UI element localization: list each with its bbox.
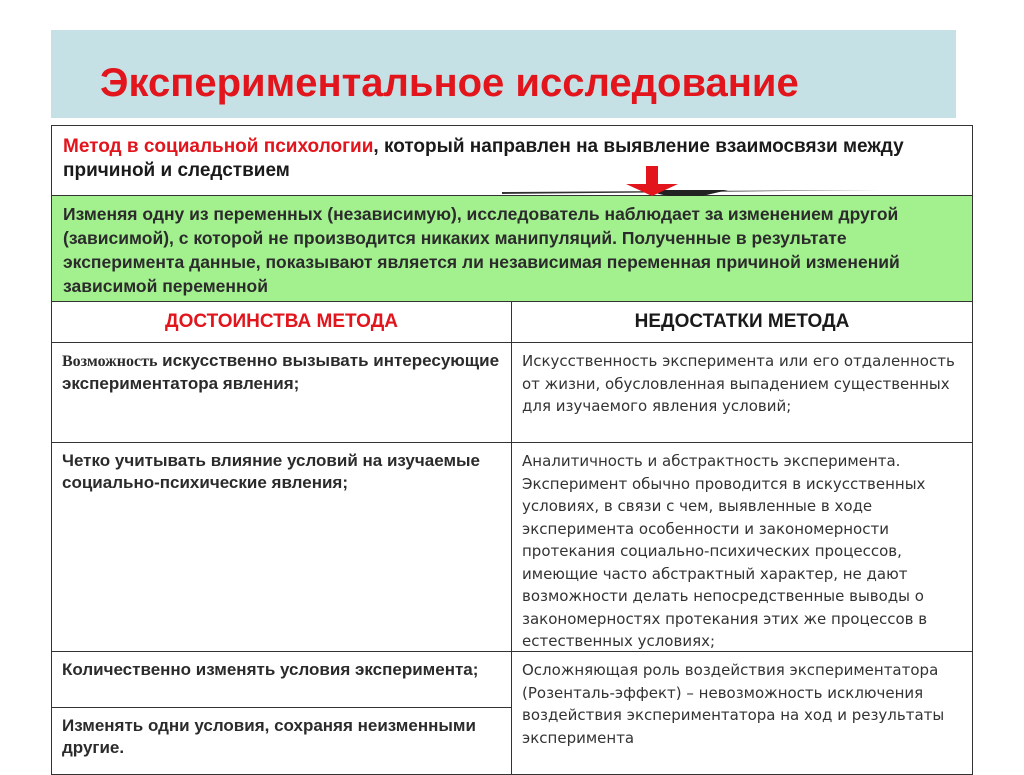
page-title: Экспериментальное исследование: [100, 61, 799, 105]
advantage-item: [52, 652, 512, 708]
advantage-text: Изменять одни условия, сохраняя неизменными другие.: [62, 716, 476, 757]
disadvantages-header: НЕДОСТАТКИ МЕТОДА: [512, 302, 972, 343]
definition-highlight: Метод в социальной психологии: [63, 136, 374, 157]
description-text: Изменяя одну из переменных (независимую), исследователь наблюдает за изменением другой (зависимой), с которой не производится никаких манипуляций. Полученные в результате эксперимента данные, показывают является ли независимая переменная причиной изменений зависимой переменной: [63, 204, 900, 296]
definition-row: [52, 126, 972, 196]
advantage-lead: Возможность: [62, 353, 158, 370]
disadvantage-item: Искусственность эксперимента или его отдаленность от жизни, обусловленная выпадением существенных для изучаемого явления условий;: [512, 343, 972, 443]
advantage-item: [52, 443, 512, 652]
method-table: [51, 125, 973, 775]
advantage-text: Четко учитывать влияние условий на изучаемые социально-психические явления;: [62, 451, 480, 492]
definition-rest: , который направлен на выявление взаимосвязи между причиной и следствием: [63, 136, 904, 181]
disadvantage-item: Аналитичность и абстрактность эксперимента. Эксперимент обычно проводится в искусственных условиях, в связи с чем, выявленные в ходе эксперимента особенности и закономерности протекания социально-психических процессов, имеющие часто абстрактный характер, не дают возможности делать непосредственные выводы о закономерностях протекания этих же процессов в естественных условиях;: [512, 443, 972, 652]
advantage-item: [52, 343, 512, 443]
disadvantage-item: Осложняющая роль воздействия экспериментатора (Розенталь-эффект) – невозможность исключения воздействия экспериментатора на ход и результаты эксперимента: [522, 661, 945, 747]
advantage-text: Количественно изменять условия эксперимента;: [62, 660, 479, 679]
description-row: [52, 196, 972, 302]
advantages-header: ДОСТОИНСТВА МЕТОДА: [52, 302, 512, 343]
advantage-item: [52, 708, 512, 775]
advantage-text: искусственно вызывать интересующие экспериментатора явления;: [62, 351, 500, 393]
